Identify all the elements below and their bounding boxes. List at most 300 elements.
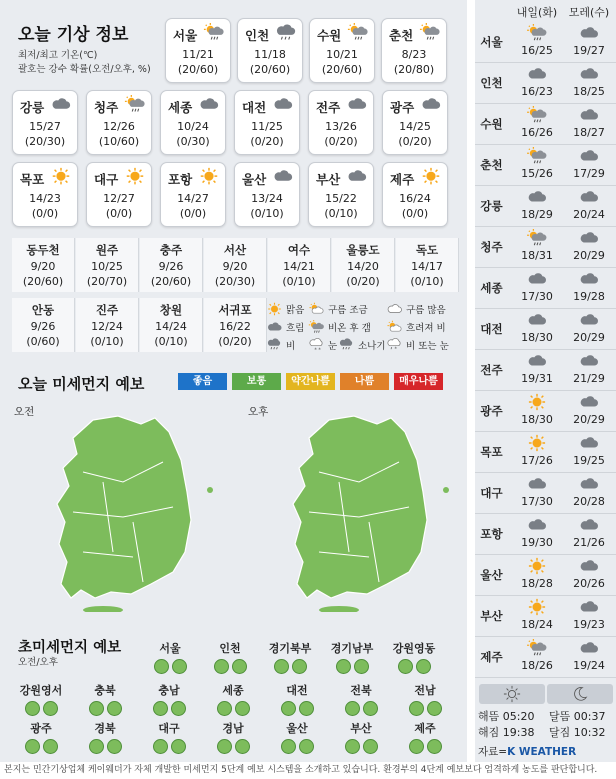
ultra-region-name: 강원영서	[19, 684, 63, 697]
legend-item	[386, 338, 449, 352]
small-city-prob: (0/20)	[346, 275, 380, 288]
forecast-day1-cell	[511, 639, 563, 672]
dust-level: 매우나쁨	[394, 373, 443, 390]
forecast-day1-temp: 17/26	[521, 454, 553, 467]
forecast-row	[475, 22, 616, 63]
forecast-day1-cell	[511, 516, 563, 549]
city-name: 강릉	[20, 100, 45, 115]
forecast-day1-cell	[511, 270, 563, 303]
cloud-icon	[578, 598, 600, 616]
weather-icon	[420, 95, 442, 115]
forecast-day2-temp: 20/29	[573, 249, 605, 262]
city-card	[234, 162, 300, 227]
forecast-day1-temp: 18/31	[521, 249, 553, 262]
svg-text:*: *	[394, 346, 397, 352]
city-card	[308, 90, 374, 155]
city-temp: 14/25	[399, 120, 431, 133]
cloud-icon	[578, 516, 600, 534]
ultra-region-name: 서울	[159, 642, 181, 655]
dust-pm-dot	[235, 739, 250, 754]
ultra-region-name: 인천	[219, 642, 241, 655]
moonrise-time: 달뜸 00:37	[549, 710, 606, 723]
small-city	[12, 298, 75, 352]
forecast-day1-cell	[511, 598, 563, 631]
weather-icon	[275, 23, 297, 43]
cloud-icon	[578, 188, 600, 206]
dust-pm-dot	[107, 701, 122, 716]
small-city-prob: (0/10)	[90, 335, 124, 348]
forecast-day1-temp: 18/30	[521, 413, 553, 426]
ultra-region-name: 경기북부	[268, 642, 312, 655]
small-city-name: 여수	[287, 243, 311, 257]
ultra-region	[261, 640, 319, 674]
legend-label: 흐려져 비	[406, 323, 446, 334]
forecast-city: 울산	[480, 568, 503, 582]
forecast-row	[475, 227, 616, 268]
cloud-icon	[346, 95, 368, 113]
small-city-temp: 9/26	[30, 320, 56, 333]
source-label: 자료=	[478, 746, 508, 758]
forecast-day2-cell	[563, 598, 615, 631]
forecast-row	[475, 596, 616, 637]
city-prob: (20/80)	[393, 63, 435, 76]
forecast-day2-temp: 17/29	[573, 167, 605, 180]
city-temp: 13/24	[251, 192, 283, 205]
note-temp: 최저/최고 기온(℃)	[18, 50, 98, 61]
dust-pm-dot	[299, 701, 314, 716]
cloud-icon	[578, 352, 600, 370]
small-city-prob: (0/10)	[154, 335, 188, 348]
weather-icon	[347, 23, 369, 43]
forecast-day2-temp: 19/28	[573, 290, 605, 303]
svg-text:* *: * *	[314, 347, 321, 352]
small-city-prob: (0/10)	[410, 275, 444, 288]
cloud-rain-icon	[275, 23, 297, 41]
dust-am-label: 오전	[14, 406, 35, 418]
legend-label: 비	[286, 341, 296, 352]
dust-am-dot	[214, 659, 229, 674]
forecast-day1-cell	[511, 434, 563, 467]
cloud-icon	[266, 320, 283, 334]
forecast-day2-cell	[563, 434, 615, 467]
legend-item	[308, 320, 371, 334]
small-city-prob: (0/20)	[218, 335, 252, 348]
weather-icon	[50, 95, 72, 115]
city-prob: (10/60)	[98, 135, 140, 148]
city-prob: (0/20)	[250, 135, 284, 148]
weather-icon	[272, 167, 294, 187]
ultra-region-name: 충북	[94, 684, 116, 697]
sunrise-time: 해뜸 05:20	[478, 710, 535, 723]
ultra-region	[268, 682, 326, 716]
forecast-city: 포항	[480, 527, 503, 541]
ultra-region	[204, 682, 262, 716]
ultra-region-name: 경북	[94, 722, 116, 735]
ultra-region-name: 경기남부	[330, 642, 374, 655]
ultra-region	[12, 682, 70, 716]
dust-am-dot	[281, 739, 296, 754]
moon-box	[547, 684, 613, 704]
weather-icon	[124, 167, 146, 187]
legend-item	[386, 302, 446, 316]
city-card	[309, 18, 375, 83]
forecast-day1-cell	[511, 311, 563, 344]
city-prob: (0/0)	[105, 207, 133, 220]
city-name: 포항	[168, 172, 193, 187]
forecast-city: 강릉	[480, 199, 503, 213]
forecast-day2-temp: 20/29	[573, 413, 605, 426]
cloud-icon	[272, 167, 294, 185]
cloud-icon	[578, 434, 600, 452]
forecast-city: 세종	[480, 281, 503, 295]
city-name: 대전	[242, 100, 267, 115]
forecast-city: 수원	[480, 117, 503, 131]
dust-pm-dot	[43, 739, 58, 754]
forecast-day2-cell	[563, 557, 615, 590]
forecast-day2-temp: 19/27	[573, 44, 605, 57]
city-prob: (0/0)	[179, 207, 207, 220]
sun-icon	[266, 302, 283, 316]
forecast-row	[475, 309, 616, 350]
dust-pm-dot	[107, 739, 122, 754]
city-card	[86, 162, 152, 227]
forecast-day2-temp: 21/26	[573, 536, 605, 549]
small-city-prob: (0/10)	[282, 275, 316, 288]
city-temp: 11/25	[251, 120, 283, 133]
city-name: 춘천	[389, 28, 414, 43]
forecast-city: 전주	[480, 363, 503, 377]
legend-item	[386, 320, 446, 334]
dust-level: 약간나쁨	[286, 373, 335, 390]
city-prob: (0/0)	[401, 207, 429, 220]
forecast-day1-temp: 16/23	[521, 85, 553, 98]
small-city-temp: 9/20	[30, 260, 56, 273]
small-city-prob: (20/30)	[214, 275, 256, 288]
sun-cloud-icon	[386, 320, 403, 334]
forecast-day2-temp: 20/28	[573, 495, 605, 508]
forecast-day1: 내일(화)	[516, 6, 558, 19]
cloud-icon	[420, 95, 442, 113]
weather-icon	[203, 23, 225, 43]
forecast-day2-cell	[563, 352, 615, 385]
cloud-icon	[526, 270, 548, 288]
city-temp: 8/23	[401, 48, 427, 61]
forecast-day2-cell	[563, 106, 615, 139]
cloud-icon	[198, 95, 220, 113]
dust-pm-dot	[171, 701, 186, 716]
small-city-temp: 14/17	[411, 260, 443, 273]
weather-icon	[198, 167, 220, 187]
forecast-city: 제주	[480, 650, 503, 664]
small-city-prob: (20/70)	[86, 275, 128, 288]
city-card	[237, 18, 303, 83]
forecast-day2-temp: 18/25	[573, 85, 605, 98]
moonset-time: 달짐 10:32	[549, 726, 606, 739]
weather-icon	[419, 23, 441, 43]
dust-pm-dot	[427, 701, 442, 716]
ultra-region	[204, 720, 262, 754]
forecast-day1-cell	[511, 475, 563, 508]
small-city	[140, 238, 203, 292]
city-prob: (0/20)	[324, 135, 358, 148]
small-city	[204, 298, 267, 352]
legend-label: 눈	[328, 341, 338, 352]
forecast-day2-cell	[563, 147, 615, 180]
city-name: 울산	[242, 172, 267, 187]
city-card	[308, 162, 374, 227]
sun-icon	[526, 434, 548, 452]
small-city-temp: 16/22	[219, 320, 251, 333]
sun-icon	[50, 167, 72, 185]
small-city-temp: 14/24	[155, 320, 187, 333]
city-prob: (0/10)	[324, 207, 358, 220]
page-title: 오늘 기상 정보	[18, 25, 129, 45]
small-city-name: 동두천	[26, 243, 60, 257]
small-city-temp: 10/25	[91, 260, 123, 273]
small-city	[268, 238, 331, 292]
cloud-icon	[346, 167, 368, 185]
dust-am-dot	[89, 739, 104, 754]
sun-outline-icon	[503, 685, 521, 703]
forecast-city: 대구	[480, 486, 503, 500]
ultra-region	[140, 720, 198, 754]
forecast-row	[475, 268, 616, 309]
sun-icon	[526, 393, 548, 411]
ultra-region	[141, 640, 199, 674]
forecast-day2-temp: 21/29	[573, 372, 605, 385]
city-card	[381, 18, 447, 83]
cloud-icon	[578, 229, 600, 247]
rain-snow-icon	[386, 338, 403, 352]
dust-am-dot	[217, 701, 232, 716]
forecast-city: 광주	[480, 404, 503, 418]
rain-icon	[266, 338, 283, 352]
sun-box	[479, 684, 545, 704]
forecast-day1-cell	[511, 229, 563, 262]
sun-cloud-icon	[308, 302, 325, 316]
forecast-day1-temp: 17/30	[521, 495, 553, 508]
cloud-icon	[526, 475, 548, 493]
dust-am-dot	[25, 701, 40, 716]
dust-am-dot	[25, 739, 40, 754]
dust-am-dot	[153, 701, 168, 716]
city-prob: (20/30)	[24, 135, 66, 148]
small-city-name: 안동	[31, 303, 55, 317]
note-prob: 괄호는 강수 확률(오전/오후, %)	[18, 64, 151, 75]
forecast-row	[475, 350, 616, 391]
legend-item	[266, 338, 295, 352]
dust-pm-dot	[427, 739, 442, 754]
sun-icon	[526, 557, 548, 575]
legend-label: 비 또는 눈	[406, 341, 449, 352]
small-city-name: 창원	[159, 303, 183, 317]
forecast-city: 서울	[480, 35, 503, 49]
forecast-day2-cell	[563, 393, 615, 426]
city-name: 청주	[94, 100, 119, 115]
weather-icon	[272, 95, 294, 115]
dust-am-dot	[89, 701, 104, 716]
city-name: 광주	[390, 100, 415, 115]
small-city-name: 진주	[95, 303, 119, 317]
small-city	[76, 298, 139, 352]
small-city-temp: 9/20	[222, 260, 248, 273]
city-card	[86, 90, 152, 155]
ultra-region-name: 강원영동	[392, 642, 436, 655]
legend-item	[266, 320, 304, 334]
ultra-region	[201, 640, 259, 674]
ultra-region-name: 제주	[414, 722, 436, 735]
forecast-day2: 모레(수)	[568, 6, 610, 19]
dust-am-dot	[345, 739, 360, 754]
ultra-region-name: 충남	[158, 684, 180, 697]
city-name: 제주	[390, 172, 415, 187]
legend-item	[308, 338, 337, 352]
forecast-day1-temp: 15/26	[521, 167, 553, 180]
forecast-row	[475, 473, 616, 514]
dust-pm-dot	[363, 739, 378, 754]
forecast-city: 인천	[480, 76, 503, 90]
dust-pm-dot	[43, 701, 58, 716]
dust-am-dot	[153, 739, 168, 754]
moon-icon	[572, 686, 588, 702]
city-temp: 10/21	[326, 48, 358, 61]
city-prob: (20/60)	[321, 63, 363, 76]
city-temp: 11/18	[254, 48, 286, 61]
forecast-row	[475, 555, 616, 596]
forecast-day2-temp: 18/27	[573, 126, 605, 139]
sun-rain-icon	[308, 320, 325, 334]
ultra-region	[12, 720, 70, 754]
forecast-day2-temp: 20/29	[573, 331, 605, 344]
sun-rain-icon	[347, 23, 369, 41]
forecast-day1-cell	[511, 352, 563, 385]
forecast-day2-cell	[563, 270, 615, 303]
small-city-name: 울릉도	[346, 243, 380, 257]
forecast-day2-cell	[563, 24, 615, 57]
city-card	[160, 90, 226, 155]
dust-pm-dot	[235, 701, 250, 716]
city-temp: 15/22	[325, 192, 357, 205]
city-temp: 13/26	[325, 120, 357, 133]
cloud-icon	[578, 65, 600, 83]
source	[478, 744, 576, 759]
dust-pm-dot	[299, 739, 314, 754]
weather-icon	[50, 167, 72, 187]
forecast-day2-cell	[563, 65, 615, 98]
dust-am-dot	[398, 659, 413, 674]
small-city-prob: (0/60)	[26, 335, 60, 348]
city-prob: (0/0)	[31, 207, 59, 220]
kweather-logo: K WEATHER	[507, 746, 577, 758]
forecast-day2-cell	[563, 229, 615, 262]
small-city-temp: 9/26	[158, 260, 184, 273]
sun-rain-icon	[419, 23, 441, 41]
legend-label: 비온 후 갬	[328, 323, 371, 334]
dust-level: 보통	[232, 373, 281, 390]
city-card	[160, 162, 226, 227]
small-city-name: 서귀포	[218, 303, 252, 317]
ultra-title: 초미세먼지 예보	[18, 640, 122, 656]
dust-am-dot	[409, 701, 424, 716]
forecast-day1-cell	[511, 393, 563, 426]
forecast-day1-temp: 19/30	[521, 536, 553, 549]
small-city-temp: 14/20	[347, 260, 379, 273]
city-prob: (0/30)	[176, 135, 210, 148]
legend-label: 흐림	[286, 323, 305, 334]
sun-rain-icon	[526, 229, 548, 247]
city-card	[12, 90, 78, 155]
dust-am-dot	[281, 701, 296, 716]
small-city-temp: 14/21	[283, 260, 315, 273]
forecast-day1-temp: 18/30	[521, 331, 553, 344]
ultra-region	[76, 720, 134, 754]
forecast-city: 목포	[480, 445, 503, 459]
small-city-name: 독도	[415, 243, 439, 257]
dust-pm-dot	[232, 659, 247, 674]
dust-pm-dot	[363, 701, 378, 716]
forecast-row	[475, 514, 616, 555]
ultra-region	[385, 640, 443, 674]
sun-rain-icon	[124, 95, 146, 113]
city-card	[234, 90, 300, 155]
cloud-icon	[578, 311, 600, 329]
ultra-region-name: 전북	[350, 684, 372, 697]
weather-icon	[346, 167, 368, 187]
cloud-icon	[272, 95, 294, 113]
cloud-icon	[526, 188, 548, 206]
cloud-icon	[578, 475, 600, 493]
dust-am-dot	[409, 739, 424, 754]
ultra-region	[140, 682, 198, 716]
city-temp: 12/26	[103, 120, 135, 133]
legend-item	[266, 302, 304, 316]
cloud-icon	[578, 106, 600, 124]
legend-label: 구름 많음	[406, 305, 446, 316]
sunset-time: 해짐 19:38	[478, 726, 535, 739]
forecast-day1-temp: 19/31	[521, 372, 553, 385]
forecast-day1-temp: 18/24	[521, 618, 553, 631]
forecast-row	[475, 186, 616, 227]
forecast-day2-cell	[563, 311, 615, 344]
city-card	[165, 18, 231, 83]
city-temp: 12/27	[103, 192, 135, 205]
cloud-icon	[578, 147, 600, 165]
cloud-outline-icon	[386, 302, 403, 316]
weather-icon	[198, 95, 220, 115]
ultra-region	[268, 720, 326, 754]
city-prob: (0/20)	[398, 135, 432, 148]
forecast-day1-temp: 17/30	[521, 290, 553, 303]
dust-am-dot	[345, 701, 360, 716]
forecast-day2-temp: 19/23	[573, 618, 605, 631]
forecast-day1-temp: 16/26	[521, 126, 553, 139]
forecast-day1-temp: 18/29	[521, 208, 553, 221]
forecast-day1-cell	[511, 557, 563, 590]
forecast-day1-cell	[511, 106, 563, 139]
legend-item	[308, 302, 368, 316]
rain-icon	[338, 338, 355, 352]
sun-icon	[124, 167, 146, 185]
forecast-city: 부산	[480, 609, 503, 623]
dust-map-pm	[256, 412, 462, 612]
city-name: 전주	[316, 100, 341, 115]
ultra-sub: 오전/오후	[18, 657, 58, 668]
dust-pm-label: 오후	[248, 406, 269, 418]
small-city	[140, 298, 203, 352]
forecast-row	[475, 391, 616, 432]
small-city	[204, 238, 267, 292]
city-name: 대구	[94, 172, 119, 187]
